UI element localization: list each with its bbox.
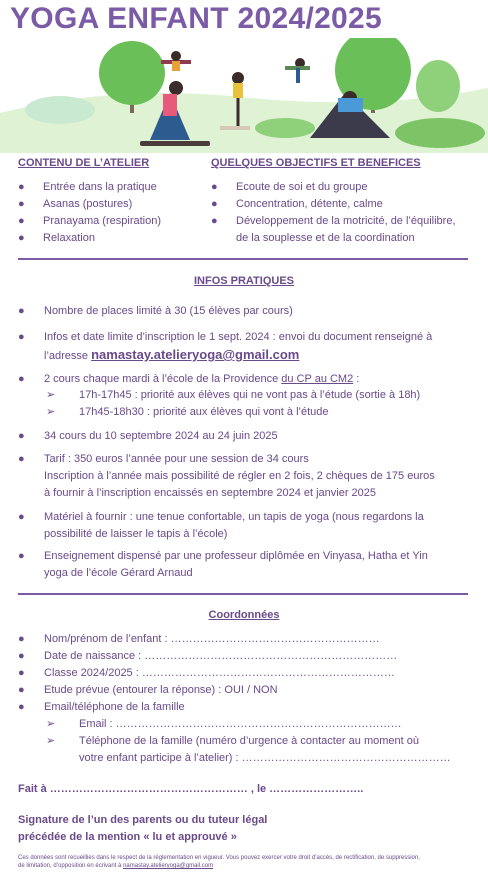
info-tarif: ● Tarif : 350 euros l’année pour une session de 34 cours Inscription à l’année mais possibilité de régler en 2 fois, 2 chèques de 175 euros à fournir à l’inscription encaissés en septembre 2024 et janvier 2025 bbox=[18, 453, 435, 499]
arrow-icon: ➢ bbox=[46, 389, 56, 401]
contact-email-link[interactable]: namastay.atelieryoga@gmail.com bbox=[91, 347, 300, 362]
arrow-icon: ➢ bbox=[46, 718, 56, 730]
signature-line-1: Signature de l’un des parents ou du tuteur légal bbox=[18, 814, 268, 826]
field-etude: ● Etude prévue (entourer la réponse) : OUI / NON bbox=[18, 682, 473, 699]
yoga-kids-illustration bbox=[0, 38, 488, 153]
bullet-icon: ● bbox=[18, 511, 25, 523]
bullet-icon: ● bbox=[18, 430, 25, 442]
objectifs-list bbox=[211, 179, 486, 247]
list-item: ● Développement de la motricité, de l’équilibre, bbox=[211, 213, 486, 230]
coordonnees-heading: Coordonnées bbox=[208, 609, 280, 621]
objectifs-heading: QUELQUES OBJECTIFS ET BENEFICES bbox=[211, 157, 421, 169]
field-classe: ● Classe 2024/2025 : …………………………………………………………… bbox=[18, 665, 473, 682]
field-nom: ● Nom/prénom de l’enfant : ………………………………………………… bbox=[18, 631, 473, 648]
bullet-icon: ● bbox=[18, 305, 25, 317]
bullet-icon: ● bbox=[18, 633, 25, 645]
footer-legal: Ces données sont recueillies dans le respect de la réglementation en vigueur. Vous pouvez exercer votre droit d’accès, de rectification, de suppression, de limitation, d’opposition en écrivant à namastay.atelieryoga@gmail.com bbox=[18, 855, 420, 869]
bullet-icon: ● bbox=[18, 667, 25, 679]
bullet-icon: ● bbox=[18, 198, 25, 210]
field-telephone: ➢ Téléphone de la famille (numéro d’urgence à contacter au moment où votre enfant participe à l’atelier) : ………………………………………………… bbox=[46, 735, 451, 764]
list-item: de la souplesse et de la coordination bbox=[236, 232, 415, 244]
bullet-icon: ● bbox=[18, 181, 25, 193]
bullet-icon: ● bbox=[18, 701, 25, 713]
fait-a-line: Fait à ……………………………………………… , le …………………….. bbox=[18, 783, 364, 795]
list-item: ● Asanas (postures) bbox=[18, 196, 203, 213]
divider bbox=[18, 593, 468, 595]
field-email-tel: ● Email/téléphone de la famille bbox=[18, 699, 473, 716]
bullet-icon: ● bbox=[18, 550, 25, 562]
list-item: ● Concentration, détente, calme bbox=[211, 196, 486, 213]
bullet-icon: ● bbox=[18, 232, 25, 244]
info-cours: ● 2 cours chaque mardi à l’école de la Providence du CP au CM2 : bbox=[18, 371, 473, 388]
infos-heading: INFOS PRATIQUES bbox=[193, 275, 295, 287]
bullet-icon: ● bbox=[211, 215, 218, 227]
list-item: ● Entrée dans la pratique bbox=[18, 179, 203, 196]
bullet-icon: ● bbox=[18, 331, 25, 343]
field-email: ➢ Email : …………………………………………………………………… bbox=[46, 716, 476, 733]
field-naissance: ● Date de naissance : …………………………………………………………… bbox=[18, 648, 473, 665]
bullet-icon: ● bbox=[18, 373, 25, 385]
info-places: ● Nombre de places limité à 30 (15 élèves par cours) bbox=[18, 303, 473, 320]
contenu-heading: CONTENU DE L’ATELIER bbox=[18, 157, 150, 169]
info-enseignement: ● Enseignement dispensé par une professeur diplômée en Vinyasa, Hatha et Yin yoga de l’école Gérard Arnaud bbox=[18, 550, 428, 579]
footer-email-link[interactable]: namastay.atelieryoga@gmail.com bbox=[123, 863, 214, 869]
list-item: ● Relaxation bbox=[18, 230, 203, 247]
info-nb-cours: ● 34 cours du 10 septembre 2024 au 24 juin 2025 bbox=[18, 428, 473, 445]
creneau-1: ➢ 17h-17h45 : priorité aux élèves qui ne vont pas à l’étude (sortie à 18h) bbox=[46, 387, 486, 404]
bullet-icon: ● bbox=[211, 181, 218, 193]
bullet-icon: ● bbox=[18, 215, 25, 227]
list-item: ● Ecoute de soi et du groupe bbox=[211, 179, 486, 196]
info-materiel: ● Matériel à fournir : une tenue confortable, un tapis de yoga (nous regardons la possibilité de laisser le tapis à l’école) bbox=[18, 511, 424, 540]
divider bbox=[18, 258, 468, 260]
creneau-2: ➢ 17h45-18h30 : priorité aux élèves qui vont à l’étude bbox=[46, 404, 486, 421]
page-title: YOGA ENFANT 2024/2025 bbox=[10, 2, 383, 35]
arrow-icon: ➢ bbox=[46, 735, 56, 747]
signature-line-2: précédée de la mention « lu et approuvé » bbox=[18, 831, 237, 843]
info-inscription: ● Infos et date limite d’inscription le 1 sept. 2024 : envoi du document renseigné à l’adresse namastay.atelieryoga@gmail.com bbox=[18, 331, 433, 362]
list-item: ● Pranayama (respiration) bbox=[18, 213, 203, 230]
bullet-icon: ● bbox=[18, 684, 25, 696]
bullet-icon: ● bbox=[18, 650, 25, 662]
contenu-list bbox=[18, 179, 203, 247]
arrow-icon: ➢ bbox=[46, 406, 56, 418]
bullet-icon: ● bbox=[18, 453, 25, 465]
bullet-icon: ● bbox=[211, 198, 218, 210]
